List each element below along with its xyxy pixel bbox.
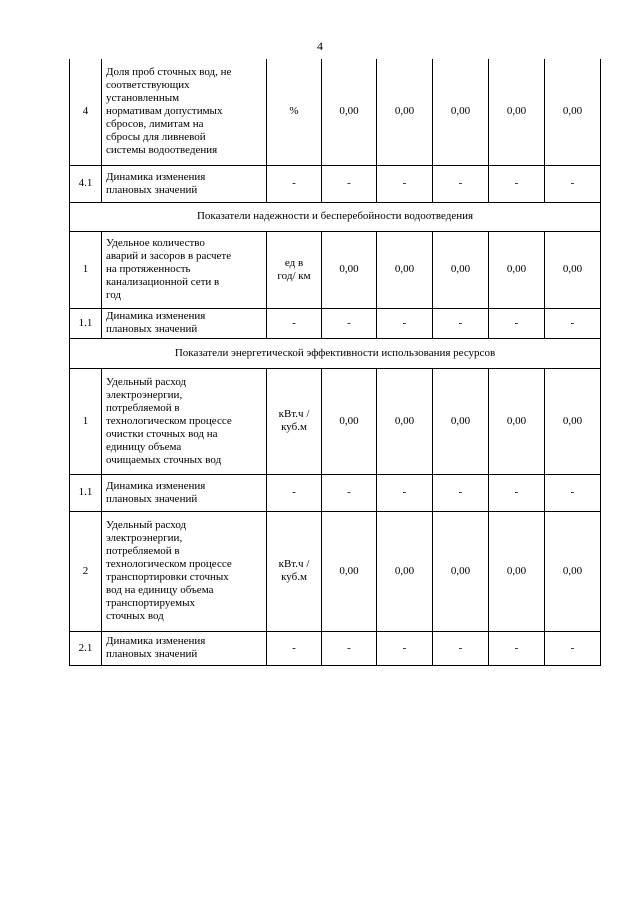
indicator-name-line: Динамика изменения — [106, 479, 206, 492]
value-cell: - — [545, 165, 601, 202]
unit-cell — [267, 631, 322, 665]
indicator-name-line: плановых значений — [106, 183, 198, 196]
table-row — [70, 631, 601, 665]
unit-cell — [267, 511, 322, 631]
unit-cell — [267, 308, 322, 338]
value-cell: - — [489, 474, 545, 511]
row-number: 1.1 — [70, 308, 102, 338]
indicator-name — [102, 368, 267, 474]
indicator-name-line: технологическом процессе — [106, 414, 232, 427]
value-cell: - — [377, 631, 433, 665]
indicator-name-line: канализационной сети в — [106, 276, 220, 288]
indicator-name-line: Удельный расход — [106, 519, 187, 531]
indicator-name — [102, 631, 267, 665]
indicator-name-line: на протяженность — [106, 263, 191, 275]
unit-cell — [267, 165, 322, 202]
value-cell: - — [433, 308, 489, 338]
table-row — [70, 165, 601, 202]
unit-line: - — [292, 486, 296, 498]
table-row — [70, 59, 601, 165]
value-cell: - — [545, 631, 601, 665]
indicator-name-line: плановых значений — [106, 323, 198, 335]
value-cell: 0,00 — [377, 59, 433, 165]
indicator-name — [102, 511, 267, 631]
unit-line: - — [292, 177, 296, 189]
value-cell: 0,00 — [377, 231, 433, 308]
indicator-name — [102, 308, 267, 338]
row-number: 1.1 — [70, 474, 102, 511]
value-cell: 0,00 — [322, 368, 377, 474]
indicator-name-line: сбросы для ливневой — [106, 131, 206, 144]
unit-line: куб.м — [281, 571, 307, 583]
unit-line: % — [289, 105, 299, 118]
indicator-name-line: нормативам допустимых — [106, 105, 223, 118]
indicator-name-line: транспортировки сточных — [106, 571, 229, 583]
value-cell: 0,00 — [377, 511, 433, 631]
indicator-name-line: потребляемой в — [106, 401, 180, 414]
value-cell: 0,00 — [322, 511, 377, 631]
indicator-name-line: единицу объема — [106, 440, 182, 453]
unit-line: кВт.ч / — [278, 558, 310, 570]
indicator-name-line: Динамика изменения — [106, 635, 206, 647]
value-cell: 0,00 — [489, 231, 545, 308]
value-cell: - — [433, 631, 489, 665]
row-number: 4.1 — [70, 165, 102, 202]
value-cell: - — [322, 474, 377, 511]
indicator-name-line: транспортируемых — [106, 597, 195, 609]
indicator-name — [102, 165, 267, 202]
value-cell: - — [489, 165, 545, 202]
indicator-name-line: установленным — [106, 92, 180, 105]
value-cell: 0,00 — [322, 231, 377, 308]
value-cell: 0,00 — [545, 368, 601, 474]
value-cell: - — [433, 165, 489, 202]
indicator-name-line: Динамика изменения — [106, 170, 206, 183]
value-cell: - — [322, 631, 377, 665]
indicator-name-line: соответствующих — [106, 79, 190, 92]
indicator-name-line: системы водоотведения — [106, 144, 218, 157]
indicator-name-line: вод на единицу объема — [106, 584, 214, 596]
value-cell: - — [377, 474, 433, 511]
section-header-row — [70, 338, 601, 368]
row-number: 2 — [70, 511, 102, 631]
indicator-name — [102, 474, 267, 511]
value-cell: - — [433, 474, 489, 511]
value-cell: - — [322, 165, 377, 202]
section-title: Показатели энергетической эффективности использования ресурсов — [70, 338, 601, 368]
indicator-name-line: потребляемой в — [106, 545, 180, 557]
row-number: 4 — [70, 59, 102, 165]
unit-line: кВт.ч / — [278, 408, 310, 420]
section-header-row — [70, 202, 601, 231]
indicator-name-line: аварий и засоров в расчете — [106, 250, 232, 262]
value-cell: 0,00 — [489, 511, 545, 631]
page-number: 4 — [317, 39, 323, 53]
table-row — [70, 511, 601, 631]
indicator-name-line: Динамика изменения — [106, 310, 206, 322]
unit-line: - — [292, 641, 296, 654]
value-cell: 0,00 — [545, 231, 601, 308]
indicator-name-line: технологическом процессе — [106, 558, 232, 570]
value-cell: - — [377, 165, 433, 202]
value-cell: 0,00 — [433, 511, 489, 631]
indicator-name-line: сбросов, лимитам на — [106, 118, 204, 131]
unit-cell — [267, 59, 322, 165]
value-cell: 0,00 — [545, 511, 601, 631]
indicator-name — [102, 231, 267, 308]
value-cell: - — [545, 308, 601, 338]
indicator-name-line: Удельный расход — [106, 375, 187, 388]
unit-line: ед в — [284, 256, 304, 269]
value-cell: 0,00 — [489, 59, 545, 165]
value-cell: 0,00 — [433, 59, 489, 165]
unit-line: - — [292, 316, 296, 329]
table-row — [70, 474, 601, 511]
indicator-name-line: очищаемых сточных вод — [106, 453, 222, 466]
value-cell: - — [377, 308, 433, 338]
indicator-name — [102, 59, 267, 165]
indicator-name-line: электроэнергии, — [106, 388, 183, 401]
table-row — [70, 231, 601, 308]
indicator-name-line: плановых значений — [106, 492, 198, 505]
value-cell: 0,00 — [433, 231, 489, 308]
row-number: 1 — [70, 368, 102, 474]
indicator-name-line: сточных вод — [106, 610, 164, 622]
table-row — [70, 308, 601, 338]
section-title: Показатели надежности и бесперебойности водоотведения — [70, 202, 601, 231]
indicator-name-line: очистки сточных вод на — [106, 427, 218, 440]
value-cell: - — [545, 474, 601, 511]
indicator-name-line: электроэнергии, — [106, 532, 183, 544]
value-cell: - — [489, 631, 545, 665]
indicator-name-line: Доля проб сточных вод, не — [106, 66, 232, 79]
value-cell: 0,00 — [489, 368, 545, 474]
unit-cell — [267, 368, 322, 474]
indicator-name-line: плановых значений — [106, 648, 198, 660]
value-cell: 0,00 — [433, 368, 489, 474]
indicator-name-line: год — [106, 289, 122, 301]
unit-cell — [267, 231, 322, 308]
value-cell: - — [322, 308, 377, 338]
row-number: 2.1 — [70, 631, 102, 665]
value-cell: 0,00 — [322, 59, 377, 165]
row-number: 1 — [70, 231, 102, 308]
table-row — [70, 368, 601, 474]
indicator-name-line: Удельное количество — [106, 237, 205, 249]
unit-cell — [267, 474, 322, 511]
value-cell: 0,00 — [545, 59, 601, 165]
unit-line: год/ км — [277, 269, 311, 282]
unit-line: куб.м — [281, 421, 307, 433]
value-cell: - — [489, 308, 545, 338]
indicators-table — [69, 59, 601, 666]
value-cell: 0,00 — [377, 368, 433, 474]
